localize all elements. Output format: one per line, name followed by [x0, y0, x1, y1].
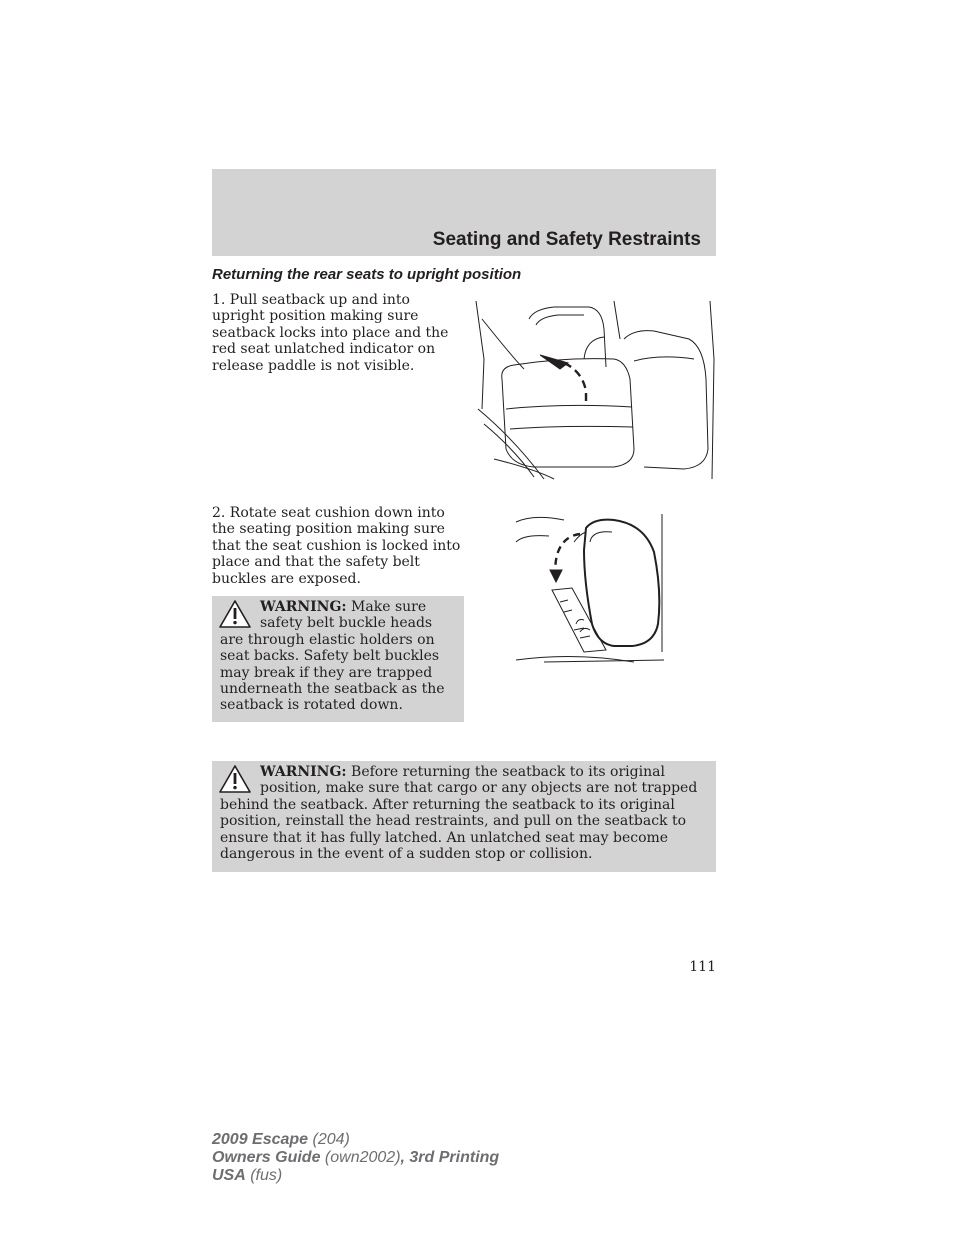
warning-label: WARNING: [260, 599, 347, 615]
step-1-text: 1. Pull seatback up and into upright position making sure seatback locks into place and the red seat unlatched indicator on release paddle is not visible. [212, 292, 449, 374]
footer-line-3: USA (fus) [212, 1167, 283, 1184]
footer [212, 1131, 499, 1185]
warning-box-buckles [212, 596, 464, 722]
page-number: 111 [689, 959, 716, 975]
step-2-text: 2. Rotate seat cushion down into the seating position making sure that the seat cushion is locked into place and that the safety belt buckles are exposed. [212, 505, 461, 587]
section-header-band [212, 169, 716, 256]
footer-line-2: Owners Guide (own2002), 3rd Printing [212, 1149, 500, 1166]
subheading: Returning the rear seats to upright position [212, 266, 522, 283]
warning-text: Before returning the seatback to its original position, make sure that cargo or any objects are not trapped behind the seatback. After returning the seatback to its original position, reinstall the head restraints, and pull on the seatback to ensure that it has fully latched. An unlatched seat may become dangerous in the event of a sudden stop or collision. [220, 764, 698, 863]
warning-label: WARNING: [260, 764, 347, 780]
warning-text: Make sure safety belt buckle heads are through elastic holders on seat backs. Safety belt buckles may break if they are trapped underneath the seatback as the seatback is rotated down. [220, 599, 445, 714]
warning-box-cargo [212, 761, 716, 872]
section-title: Seating and Safety Restraints [432, 229, 701, 250]
warning-triangle-icon [218, 764, 252, 794]
warning-triangle-icon [218, 599, 252, 629]
footer-line-1: 2009 Escape (204) [212, 1131, 350, 1148]
seat-cushion-down-illustration [514, 512, 678, 670]
seatback-upright-illustration [474, 299, 716, 481]
